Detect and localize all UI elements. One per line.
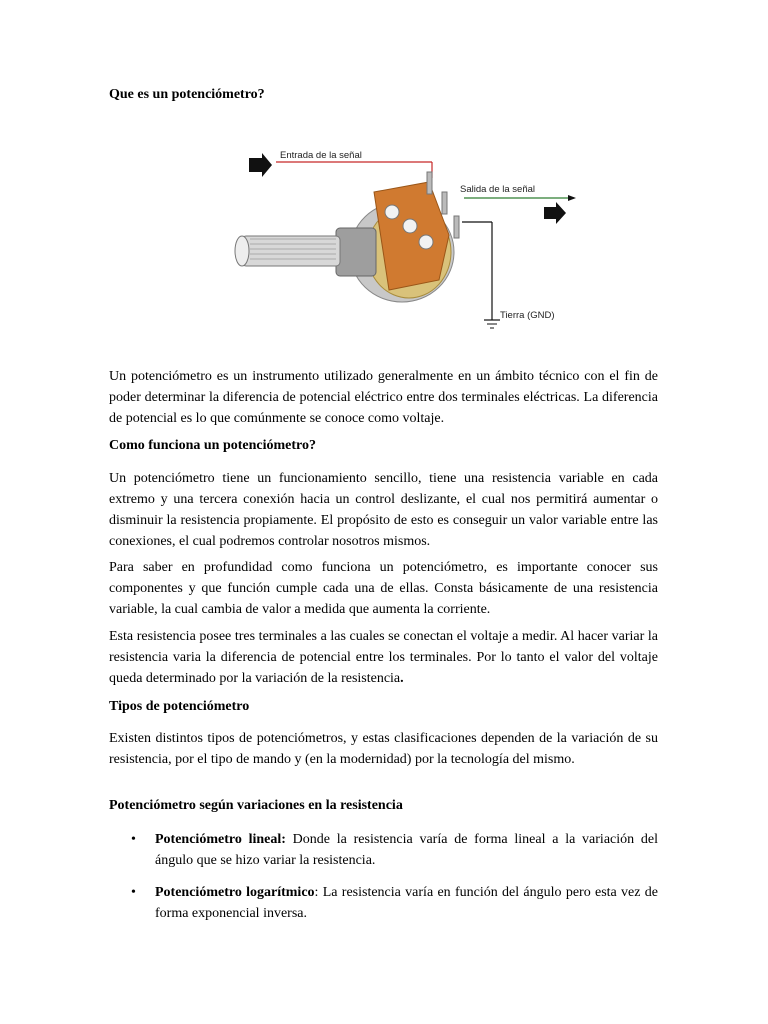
heading-como-funciona: Como funciona un potenciómetro? (109, 438, 317, 453)
label-input: Entrada de la señal (280, 150, 362, 161)
potentiometer-diagram (224, 140, 584, 340)
paragraph-componentes: Para saber en profundidad como funciona un potenciómetro, es importante conocer sus componentes y que función cumple cada una de ellas. Consta básicamente de una resistencia variable, la cual cambia de valor a medida que aumenta la corriente. (109, 560, 658, 617)
heading-variaciones: Potenciómetro según variaciones en la resistencia (109, 798, 403, 813)
paragraph-terminales (109, 626, 658, 689)
page-title: Que es un potenciómetro? (109, 87, 265, 102)
paragraph-tipos: Existen distintos tipos de potenciómetros, y estas clasificaciones dependen de la variación de su resistencia, por el tipo de mando y (en la modernidad) por la tecnología del mismo. (109, 731, 658, 767)
output-arrow-icon (544, 202, 566, 224)
bullet-list (109, 829, 658, 935)
paragraph-terminales-period: . (400, 671, 404, 686)
bullet-icon: • (131, 885, 136, 900)
bullet-text: Donde la resistencia varía de forma lineal a la variación del ángulo que se hizo variar la resistencia. (155, 832, 659, 868)
potentiometer-figure (224, 140, 584, 340)
paragraph-intro: Un potenciómetro es un instrumento utilizado generalmente en un ámbito técnico con el fin de poder determinar la diferencia de potencial eléctrico entre dos terminales eléctricas. La diferencia de potencial es lo que comúnmente se conoce como voltaje. (109, 369, 658, 426)
paragraph-terminales-text: Esta resistencia posee tres terminales a las cuales se conectan el voltaje a medir. Al hacer variar la resistencia varia la diferencia de potencial entre los terminales. Por lo tanto el valor del voltaje queda determinado por la variación de la resistencia (109, 629, 658, 686)
bullet-term: Potenciómetro lineal: (155, 832, 286, 847)
input-arrow-icon (249, 153, 272, 177)
list-item (109, 882, 658, 924)
heading-tipos: Tipos de potenciómetro (109, 699, 250, 714)
label-ground: Tierra (GND) (500, 310, 555, 321)
bullet-icon: • (131, 832, 136, 847)
bullet-term: Potenciómetro logarítmico (155, 885, 315, 900)
list-item (109, 829, 658, 871)
bullet-text: : La resistencia varía en función del ángulo pero esta vez de forma exponencial inversa. (155, 885, 658, 921)
label-output: Salida de la señal (460, 184, 535, 195)
paragraph-funcionamiento: Un potenciómetro tiene un funcionamiento sencillo, tiene una resistencia variable en cada extremo y una tercera conexión hacia un control deslizante, el cual nos permitirá aumentar o disminuir la resistencia propiamente. El propósito de esto es conseguir un valor variable entre las conexiones, el cual podremos controlar nosotros mismos. (109, 471, 658, 549)
